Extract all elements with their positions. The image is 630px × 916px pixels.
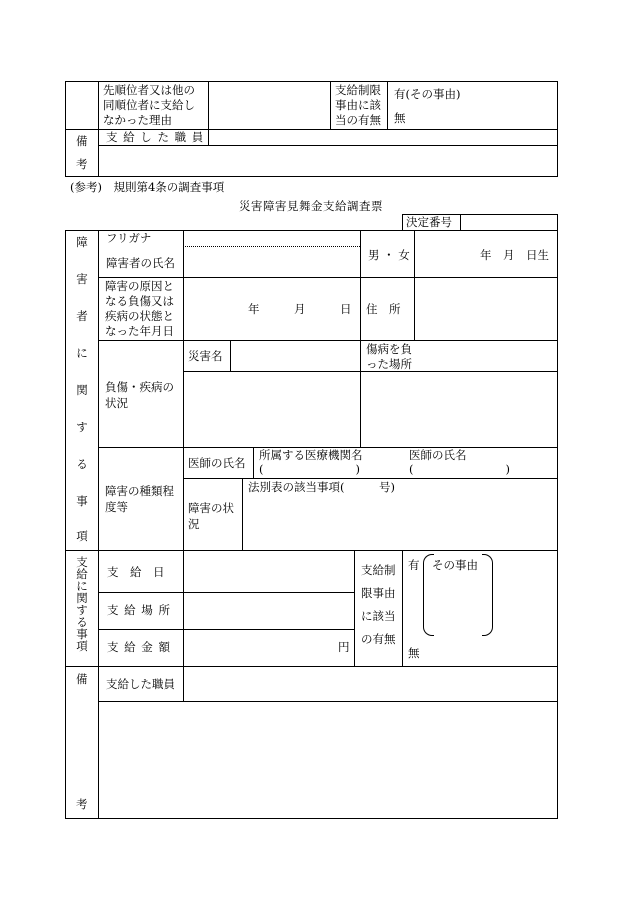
reason-label-line-3: なかった理由	[103, 113, 172, 127]
institution-label: 所属する医療機関名	[259, 448, 363, 462]
prev-remarks-label-2: 考	[76, 157, 88, 171]
decision-number-label: 決定番号	[406, 215, 452, 229]
furigana-label: フリガナ	[106, 231, 152, 245]
injury-state-label-1: 負傷・疾病の	[105, 380, 174, 394]
pay-restriction-label-3: に該当	[361, 609, 396, 623]
cause-label-line-2: なる負傷又は	[105, 294, 174, 308]
remarks-label-1: 備	[76, 672, 88, 686]
pay-side-char-5: す	[76, 603, 88, 617]
pay-side-char-8: 項	[76, 639, 88, 653]
payment-staff-label: 支給した職員	[106, 677, 175, 691]
reason-bracket-left	[423, 554, 434, 636]
restriction-label-line-1: 支給制限	[335, 83, 381, 97]
injury-state-label-2: 状況	[105, 396, 128, 410]
injury-place-label-1: 傷病を負	[366, 342, 412, 356]
side-char-2: 害	[76, 272, 88, 286]
remarks-label-2: 考	[76, 797, 88, 811]
annexed-table-field: 法別表の該当事項( 号)	[248, 480, 395, 494]
form-title: 災害障害見舞金支給調査票	[239, 199, 383, 213]
pay-restriction-no: 無	[408, 646, 420, 660]
pay-restriction-reason-label: その事由	[432, 558, 478, 572]
pay-side-char-6: る	[76, 615, 88, 629]
degree-label-2: 度等	[105, 500, 128, 514]
side-char-1: 障	[76, 235, 88, 249]
restriction-label-line-2: 事由に該	[335, 98, 381, 112]
injury-place-label-2: った場所	[366, 357, 412, 371]
pay-side-char-2: 給	[76, 567, 88, 581]
disability-state-label-1: 障害の状	[188, 501, 234, 515]
side-char-4: に	[76, 346, 88, 360]
side-char-5: 関	[76, 383, 88, 397]
pay-restriction-yes: 有	[408, 558, 420, 572]
payment-date-label: 支 給 日	[107, 565, 165, 579]
pay-side-char-3: に	[76, 579, 88, 593]
payment-place-label: 支 給 場 所	[107, 603, 171, 617]
disaster-name-label: 災害名	[188, 349, 223, 363]
birth-date-label: 年 月 日生	[480, 248, 549, 262]
address-label: 住 所	[366, 302, 401, 316]
cause-label-line-3: 疾病の状態と	[105, 309, 174, 323]
side-char-3: 者	[76, 309, 88, 323]
doctor-name-label: 医師の氏名	[188, 456, 246, 470]
cause-date-field: 年 月 日	[248, 302, 352, 316]
yen-label: 円	[338, 640, 350, 654]
pay-side-char-4: 関	[76, 591, 88, 605]
pay-side-char-7: 事	[76, 627, 88, 641]
pay-restriction-label-1: 支給制	[361, 563, 396, 577]
payment-amount-label: 支 給 金 額	[107, 640, 171, 654]
prev-staff-label: 支 給 し た 職 員	[106, 130, 205, 144]
doctor-name-field: ( )	[409, 462, 510, 476]
disabled-name-label: 障害者の氏名	[106, 256, 175, 270]
restriction-no: 無	[394, 111, 406, 125]
pay-side-char-1: 支	[76, 555, 88, 569]
doctor-name-label-2: 医師の氏名	[409, 448, 467, 462]
cause-label-line-1: 障害の原因と	[105, 279, 174, 293]
gender-label: 男 ・ 女	[368, 248, 410, 262]
side-char-9: 項	[76, 529, 88, 543]
pay-restriction-label-4: の有無	[361, 632, 396, 646]
restriction-label-line-3: 当の有無	[335, 113, 381, 127]
reason-label-line-2: 同順位者に支給し	[103, 98, 195, 112]
reason-label-line-1: 先順位者又は他の	[103, 83, 195, 97]
pay-restriction-label-2: 限事由	[361, 586, 396, 600]
prev-remarks-label-1: 備	[76, 134, 88, 148]
side-char-8: 事	[76, 494, 88, 508]
side-char-6: す	[76, 420, 88, 434]
restriction-yes: 有(その事由)	[394, 87, 461, 101]
degree-label-1: 障害の種類程	[105, 484, 174, 498]
reason-bracket-right	[482, 554, 493, 636]
reference-note: (参考) 規則第4条の調査事項	[70, 180, 225, 194]
disability-state-label-2: 況	[188, 517, 200, 531]
cause-label-line-4: なった年月日	[105, 324, 174, 338]
side-char-7: る	[76, 457, 88, 471]
institution-field: ( )	[259, 462, 360, 476]
